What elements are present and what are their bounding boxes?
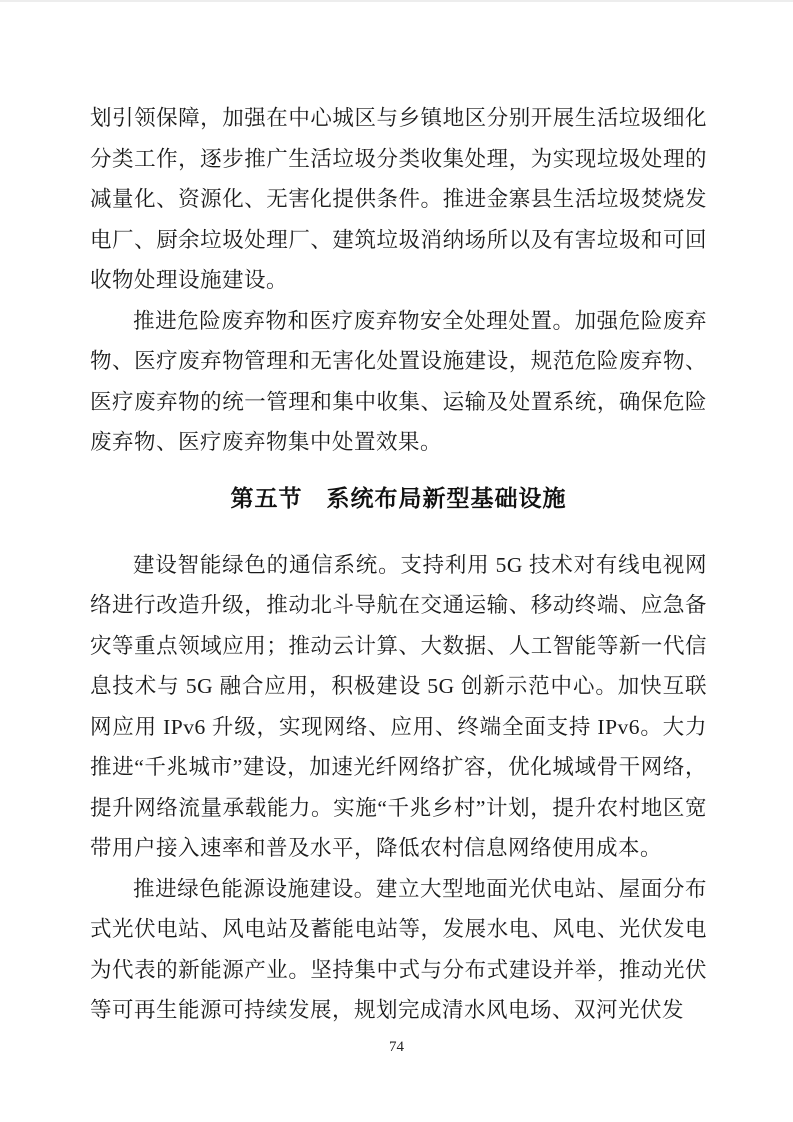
- paragraph-hazardous-medical-waste: 推进危险废弃物和医疗废弃物安全处理处置。加强危险废弃物、医疗废弃物管理和无害化处置设施建设，规范危险废弃物、医疗废弃物的统一管理和集中收集、运输及处置系统，确保危险废弃物、医疗废弃物集中处置效果。: [90, 308, 707, 454]
- page-number: 74: [389, 1039, 404, 1055]
- paragraph-green-energy: 推进绿色能源设施建设。建立大型地面光伏电站、屋面分布式光伏电站、风电站及蓄能电站等，发展水电、风电、光伏发电为代表的新能源产业。坚持集中式与分布式建设并举，推动光伏等可再生能源可持续发展，规划完成清水风电场、双河光伏发: [90, 876, 707, 1022]
- page-body: [90, 98, 707, 1031]
- section-heading: 第五节 系统布局新型基础设施: [230, 484, 567, 511]
- paragraph-communication-system: 建设智能绿色的通信系统。支持利用 5G 技术对有线电视网络进行改造升级，推动北斗导航在交通运输、移动终端、应急备灾等重点领域应用；推动云计算、大数据、人工智能等新一代信息技术与 5G 融合应用，积极建设 5G 创新示范中心。加快互联网应用 IPv6 升级，实现网络、应用、终端全面支持 IPv6。大力推进“千兆城市”建设，加速光纤网络扩容，优化城域骨干网络，提升网络流量承载能力。实施“千兆乡村”计划，提升农村地区宽带用户接入速率和普及水平，降低农村信息网络使用成本。: [90, 552, 707, 860]
- paragraph-waste-sorting-continuation: 划引领保障，加强在中心城区与乡镇地区分别开展生活垃圾细化分类工作，逐步推广生活垃圾分类收集处理，为实现垃圾处理的减量化、资源化、无害化提供条件。推进金寨县生活垃圾焚烧发电厂、厨余垃圾处理厂、建筑垃圾消纳场所以及有害垃圾和可回收物处理设施建设。: [90, 106, 707, 292]
